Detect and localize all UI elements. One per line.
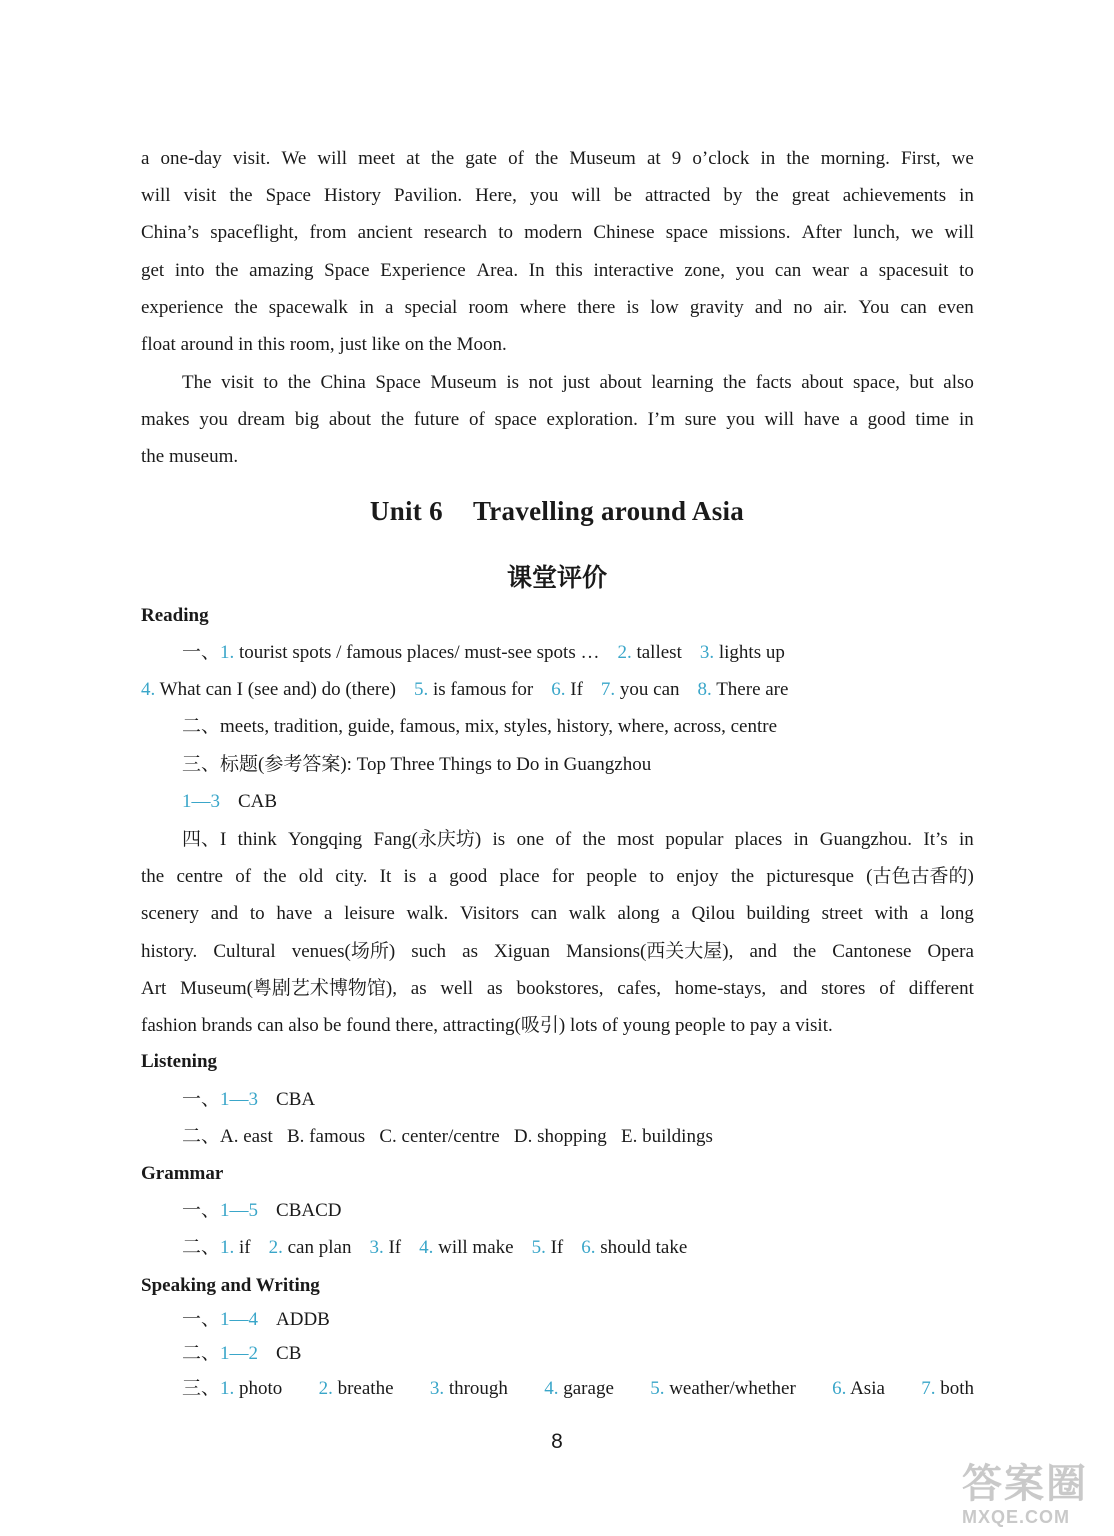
watermark-bottom: MXQE.COM (962, 1507, 1071, 1527)
text-line: will visit the Space History Pavilion. Here, you will be attracted by the great achievements in (141, 185, 974, 207)
list-item: 7. both (921, 1378, 974, 1399)
reading-part3: 三、标题(参考答案): Top Three Things to Do in Guangzhou (182, 754, 652, 775)
listening-part1: 一、1—3 CBA (182, 1089, 316, 1110)
text-line: a one-day visit. We will meet at the gate of the Museum at 9 o’clock in the morning. First, we (141, 148, 974, 169)
section-title: 课堂评价 (506, 563, 607, 592)
list-item: 5. weather/whether (650, 1378, 796, 1399)
watermark-top: 答案圈 (962, 1462, 1088, 1506)
listening-heading: Listening (141, 1051, 218, 1072)
reading-part4-paragraph (141, 821, 974, 1044)
page-number: 8 (551, 1430, 563, 1453)
text-line: experience the spacewalk in a special room where there is low gravity and no air. You can even (141, 296, 974, 318)
listening-part2: 二、A. east B. famous C. center/centre D. shopping E. buildings (182, 1126, 713, 1147)
speaking-writing-part1: 一、1—4 ADDB (182, 1309, 330, 1330)
speaking-writing-heading: Speaking and Writing (141, 1275, 320, 1296)
grammar-part1: 一、1—5 CBACD (182, 1200, 342, 1221)
list-item: 4. garage (544, 1378, 614, 1399)
list-item: 6. Asia (832, 1378, 885, 1399)
reading-heading: Reading (141, 605, 209, 626)
text-line: the museum. (141, 446, 239, 468)
text-line: history. Cultural venues(场所) such as Xiguan Mansions(西关大屋), and the Cantonese Opera (141, 940, 974, 962)
unit-number: Unit 6 (369, 496, 443, 526)
reading-part1-line1: 一、1. tourist spots / famous places/ must-see spots … 2. tallest 3. lights up (182, 642, 785, 663)
text-line: fashion brands can also be found there, attracting(吸引) lots of young people to pay a visit. (141, 1015, 833, 1037)
grammar-part2: 二、1. if 2. can plan 3. If 4. will make 5. If 6. should take (182, 1237, 688, 1258)
text-line: makes you dream big about the future of space exploration. I’m sure you will have a good time in (141, 409, 974, 431)
closing-paragraph (141, 364, 974, 476)
reading-part2: 二、meets, tradition, guide, famous, mix, styles, history, where, across, centre (182, 716, 778, 737)
list-item: 3. through (429, 1378, 508, 1399)
text-line: the centre of the old city. It is a good place for people to enjoy the picturesque (古色古香的) (141, 866, 974, 888)
text-line: get into the amazing Space Experience Area. In this interactive zone, you can wear a spacesuit to (141, 259, 974, 281)
list-item: 三、1. photo (182, 1378, 283, 1399)
unit-name: Travelling around Asia (472, 496, 745, 526)
text-line: The visit to the China Space Museum is not just about learning the facts about space, but also (182, 372, 974, 393)
text-line: float around in this room, just like on the Moon. (141, 334, 507, 356)
text-line: scenery and to have a leisure walk. Visitors can walk along a Qilou building street with a long (141, 903, 974, 925)
text-line: Art Museum(粤剧艺术博物馆), as well as bookstores, cafes, home-stays, and stores of different (141, 977, 974, 999)
intro-paragraph (141, 140, 974, 363)
reading-part1-line2: 4. What can I (see and) do (there) 5. is famous for 6. If 7. you can 8. There are (141, 679, 789, 700)
watermark-logo (962, 1462, 1110, 1534)
unit-title (0, 496, 1114, 527)
list-item: 2. breathe (318, 1378, 394, 1399)
text-line: China’s spaceflight, from ancient research to modern Chinese space missions. After lunch, we will (141, 222, 974, 244)
speaking-writing-part2: 二、1—2 CB (182, 1343, 302, 1364)
grammar-heading: Grammar (141, 1163, 224, 1184)
speaking-writing-part3 (182, 1377, 974, 1401)
reading-part3-answer: 1—3 CAB (182, 791, 278, 812)
text-line: 四、I think Yongqing Fang(永庆坊) is one of the most popular places in Guangzhou. It’s in (182, 829, 974, 850)
